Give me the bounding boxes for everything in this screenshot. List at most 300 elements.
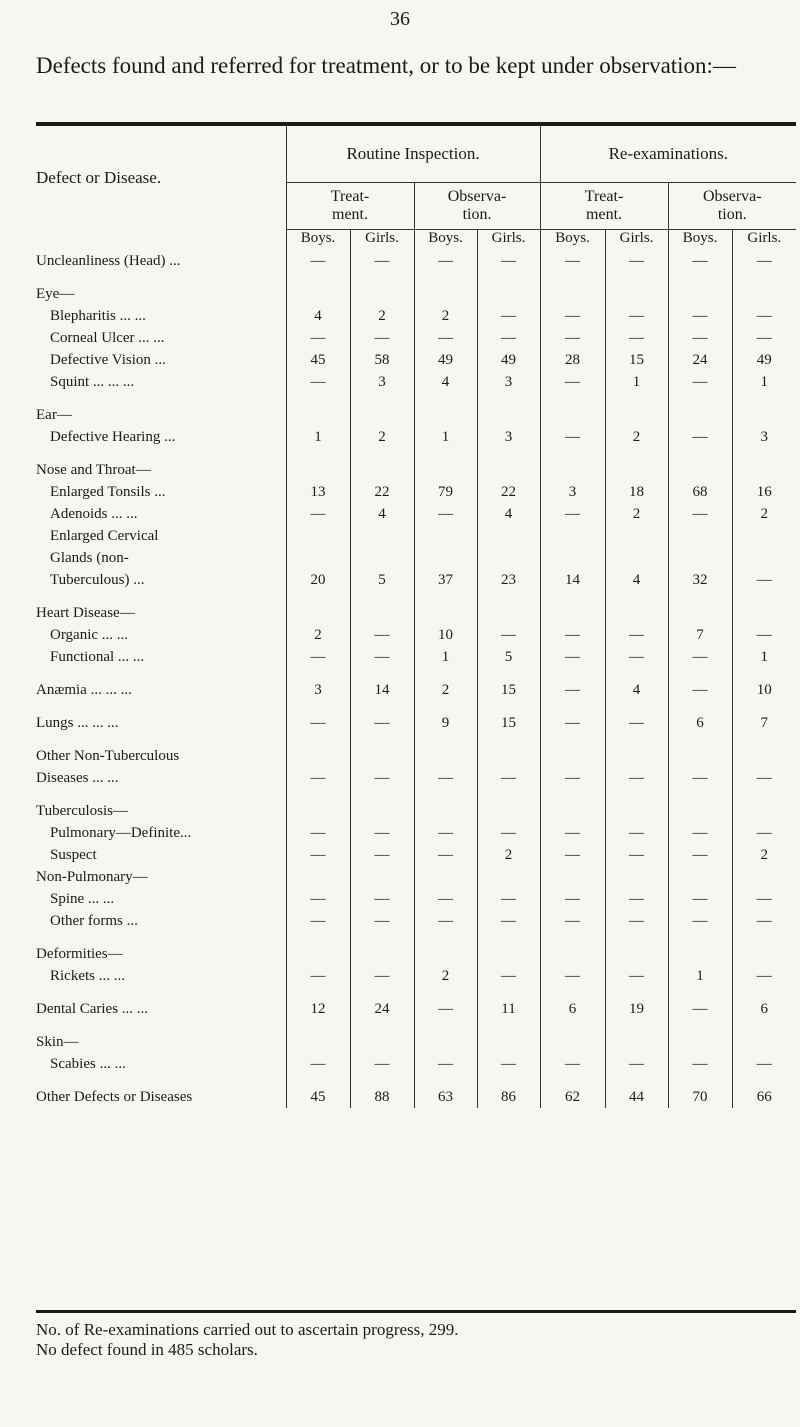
table-cell: 12: [286, 998, 350, 1020]
table-cell: 6: [732, 998, 796, 1020]
spacer-cell: [414, 1075, 477, 1086]
spacer-cell: [36, 668, 286, 679]
table-cell: 11: [477, 998, 540, 1020]
table-cell: —: [668, 503, 732, 525]
table-cell: [286, 866, 350, 888]
table-cell: [540, 800, 605, 822]
row-label: Heart Disease—: [36, 604, 135, 621]
table-cell: —: [540, 1053, 605, 1075]
table-cell: [286, 459, 350, 481]
table-cell: 4: [605, 569, 668, 591]
spacer-cell: [350, 932, 414, 943]
row-label: Squint ... ... ...: [50, 373, 135, 390]
table-cell: —: [668, 888, 732, 910]
table-cell: 1: [414, 646, 477, 668]
row-label: Uncleanliness (Head) ...: [36, 252, 181, 269]
table-cell: [414, 602, 477, 624]
table-cell: 2: [350, 305, 414, 327]
table-cell: —: [540, 371, 605, 393]
spacer-cell: [286, 668, 350, 679]
spacer-cell: [540, 393, 605, 404]
table-row: [36, 910, 796, 932]
table-cell: —: [605, 767, 668, 789]
table-cell: —: [286, 767, 350, 789]
table-cell: 3: [350, 371, 414, 393]
table-cell: [477, 404, 540, 426]
spacer-cell: [414, 932, 477, 943]
table-row: [36, 305, 796, 327]
table-row: [36, 624, 796, 646]
table-row: [36, 679, 796, 701]
table-cell: 66: [732, 1086, 796, 1108]
table-row: [36, 844, 796, 866]
row-label: Skin—: [36, 1033, 79, 1050]
table-bottom-rule: [36, 1310, 796, 1313]
row-label: Glands (non-: [50, 549, 129, 566]
table-cell: —: [732, 569, 796, 591]
table-cell: [732, 525, 796, 547]
table-cell: —: [286, 844, 350, 866]
table-cell: [732, 602, 796, 624]
table-cell: —: [414, 822, 477, 844]
spacer-cell: [540, 591, 605, 602]
spacer-cell: [668, 932, 732, 943]
table-cell: [540, 866, 605, 888]
category-row: [36, 800, 796, 822]
table-cell: [732, 943, 796, 965]
table-cell: 2: [605, 503, 668, 525]
spacer-cell: [286, 393, 350, 404]
table-cell: 3: [286, 679, 350, 701]
table-cell: —: [605, 646, 668, 668]
table-cell: —: [540, 767, 605, 789]
table-cell: —: [605, 822, 668, 844]
table-cell: [605, 745, 668, 767]
table-cell: [668, 283, 732, 305]
table-cell: —: [286, 371, 350, 393]
spacer-cell: [350, 272, 414, 283]
row-label: Other Non-Tuberculous: [36, 747, 180, 764]
table-cell: [350, 525, 414, 547]
table-cell: 70: [668, 1086, 732, 1108]
spacer-cell: [350, 987, 414, 998]
table-row: [36, 250, 796, 272]
spacer-cell: [732, 789, 796, 800]
table-cell: 19: [605, 998, 668, 1020]
row-label: Organic ... ...: [50, 626, 129, 643]
table-cell: 2: [414, 679, 477, 701]
table-cell: 32: [668, 569, 732, 591]
routine-treatment-label: Treat- ment.: [330, 188, 370, 223]
spacer-cell: [286, 272, 350, 283]
table-cell: —: [286, 822, 350, 844]
table-cell: —: [668, 998, 732, 1020]
spacer-cell: [732, 448, 796, 459]
table-row: [36, 426, 796, 448]
table-cell: [668, 745, 732, 767]
spacer-cell: [477, 393, 540, 404]
spacer-cell: [668, 1075, 732, 1086]
table-cell: —: [477, 327, 540, 349]
spacer-cell: [36, 448, 286, 459]
row-label: Diseases ... ...: [36, 769, 119, 786]
spacer-row: [36, 932, 796, 943]
table-cell: —: [350, 712, 414, 734]
row-label: Rickets ... ...: [50, 967, 125, 984]
table-cell: [286, 800, 350, 822]
reexam-treatment-header: [540, 183, 668, 230]
table-cell: 2: [605, 426, 668, 448]
spacer-cell: [36, 734, 286, 745]
table-cell: [477, 866, 540, 888]
spacer-row: [36, 272, 796, 283]
table-cell: —: [605, 305, 668, 327]
category-row: [36, 943, 796, 965]
table-cell: —: [540, 822, 605, 844]
table-cell: —: [286, 503, 350, 525]
row-label: Tuberculosis—: [36, 802, 128, 819]
table-cell: [286, 547, 350, 569]
table-cell: —: [414, 327, 477, 349]
table-cell: —: [414, 888, 477, 910]
table-cell: [732, 1031, 796, 1053]
table-cell: 2: [477, 844, 540, 866]
table-cell: [668, 866, 732, 888]
spacer-cell: [540, 1020, 605, 1031]
table-cell: 3: [732, 426, 796, 448]
table-cell: [477, 459, 540, 481]
table-cell: —: [540, 305, 605, 327]
spacer-cell: [605, 987, 668, 998]
reexam-observation-label: Observa- tion.: [702, 188, 762, 223]
table-cell: —: [477, 250, 540, 272]
table-cell: 4: [477, 503, 540, 525]
table-cell: —: [540, 888, 605, 910]
row-label: Enlarged Tonsils ...: [50, 483, 166, 500]
spacer-cell: [605, 668, 668, 679]
category-row: [36, 602, 796, 624]
category-row: [36, 1031, 796, 1053]
spacer-cell: [605, 1075, 668, 1086]
table-cell: [350, 459, 414, 481]
table-cell: [605, 283, 668, 305]
table-cell: [286, 1031, 350, 1053]
table-cell: 6: [540, 998, 605, 1020]
table-row: [36, 767, 796, 789]
table-cell: [605, 547, 668, 569]
table-cell: 13: [286, 481, 350, 503]
table-cell: [414, 866, 477, 888]
spacer-cell: [732, 1075, 796, 1086]
table-cell: —: [414, 998, 477, 1020]
spacer-cell: [540, 734, 605, 745]
row-label: Other Defects or Diseases: [36, 1088, 193, 1105]
spacer-cell: [605, 591, 668, 602]
row-label: Anæmia ... ... ...: [36, 681, 132, 698]
table-cell: [477, 1031, 540, 1053]
table-cell: 2: [286, 624, 350, 646]
table-cell: —: [477, 910, 540, 932]
table-cell: [414, 943, 477, 965]
table-cell: —: [668, 426, 732, 448]
spacer-cell: [540, 987, 605, 998]
spacer-cell: [477, 272, 540, 283]
table-cell: —: [477, 888, 540, 910]
table-cell: 3: [477, 426, 540, 448]
table-cell: 2: [414, 305, 477, 327]
re-examinations-header: Re-examinations.: [540, 126, 796, 183]
table-cell: —: [286, 712, 350, 734]
spacer-cell: [414, 591, 477, 602]
table-cell: 49: [732, 349, 796, 371]
table-cell: —: [350, 767, 414, 789]
table-cell: —: [286, 888, 350, 910]
spacer-cell: [605, 701, 668, 712]
spacer-cell: [605, 734, 668, 745]
routine-treatment-header: [286, 183, 414, 230]
table-cell: [668, 943, 732, 965]
table-cell: [605, 602, 668, 624]
category-row: [36, 547, 796, 569]
spacer-cell: [540, 1075, 605, 1086]
table-cell: —: [668, 327, 732, 349]
table-cell: 22: [477, 481, 540, 503]
spacer-cell: [605, 1020, 668, 1031]
spacer-cell: [350, 393, 414, 404]
spacer-cell: [477, 668, 540, 679]
spacer-row: [36, 701, 796, 712]
table-cell: 10: [414, 624, 477, 646]
table-cell: —: [350, 822, 414, 844]
table-cell: —: [414, 503, 477, 525]
table-cell: —: [477, 767, 540, 789]
spacer-row: [36, 789, 796, 800]
spacer-cell: [732, 932, 796, 943]
table-cell: 68: [668, 481, 732, 503]
spacer-row: [36, 1075, 796, 1086]
spacer-cell: [477, 591, 540, 602]
table-cell: [732, 866, 796, 888]
table-cell: 15: [477, 679, 540, 701]
table-cell: 4: [286, 305, 350, 327]
spacer-cell: [540, 448, 605, 459]
spacer-cell: [668, 987, 732, 998]
spacer-cell: [540, 668, 605, 679]
table-cell: [605, 404, 668, 426]
table-cell: —: [732, 910, 796, 932]
table-cell: —: [540, 327, 605, 349]
table-cell: [668, 404, 732, 426]
table-cell: [732, 800, 796, 822]
gender-header: Girls.: [732, 230, 796, 251]
table-cell: —: [732, 888, 796, 910]
spacer-row: [36, 448, 796, 459]
table-row: [36, 371, 796, 393]
spacer-cell: [36, 1020, 286, 1031]
spacer-cell: [36, 932, 286, 943]
table-cell: 22: [350, 481, 414, 503]
table-cell: —: [540, 250, 605, 272]
table-cell: 1: [668, 965, 732, 987]
table-cell: 9: [414, 712, 477, 734]
spacer-cell: [36, 987, 286, 998]
row-label: Scabies ... ...: [50, 1055, 126, 1072]
row-label: Suspect: [50, 846, 97, 863]
table-cell: [350, 745, 414, 767]
table-cell: [732, 459, 796, 481]
table-cell: 45: [286, 1086, 350, 1108]
spacer-cell: [350, 701, 414, 712]
table-cell: —: [350, 888, 414, 910]
table-cell: —: [350, 250, 414, 272]
category-row: [36, 459, 796, 481]
spacer-cell: [732, 987, 796, 998]
table-cell: 14: [350, 679, 414, 701]
table-cell: 58: [350, 349, 414, 371]
table-cell: 16: [732, 481, 796, 503]
table-cell: 37: [414, 569, 477, 591]
table-row: [36, 888, 796, 910]
table-cell: —: [350, 646, 414, 668]
table-cell: —: [732, 250, 796, 272]
spacer-cell: [414, 668, 477, 679]
row-label: Non-Pulmonary—: [36, 868, 148, 885]
table-cell: 88: [350, 1086, 414, 1108]
table-cell: —: [605, 910, 668, 932]
table-row: [36, 569, 796, 591]
table-cell: [732, 283, 796, 305]
table-row: [36, 1086, 796, 1108]
spacer-cell: [668, 448, 732, 459]
row-label: Pulmonary—Definite...: [50, 824, 192, 841]
table-cell: —: [286, 910, 350, 932]
table-cell: 3: [477, 371, 540, 393]
row-label: Lungs ... ... ...: [36, 714, 119, 731]
table-cell: 24: [668, 349, 732, 371]
table-cell: [414, 525, 477, 547]
gender-header: Boys.: [286, 230, 350, 251]
gender-header-row: [36, 230, 796, 251]
table-cell: 2: [350, 426, 414, 448]
page-heading: Defects found and referred for treatment, or to be kept under observation:—: [36, 53, 736, 78]
spacer-cell: [668, 734, 732, 745]
table-row: [36, 481, 796, 503]
table-cell: [286, 745, 350, 767]
spacer-cell: [414, 701, 477, 712]
table-row: [36, 1053, 796, 1075]
table-cell: —: [668, 910, 732, 932]
spacer-cell: [36, 1075, 286, 1086]
defects-table: [36, 126, 796, 1108]
row-label: Deformities—: [36, 945, 123, 962]
spacer-cell: [414, 987, 477, 998]
spacer-cell: [668, 668, 732, 679]
table-cell: [732, 745, 796, 767]
spacer-cell: [732, 272, 796, 283]
table-row: [36, 349, 796, 371]
table-cell: [286, 404, 350, 426]
table-cell: [605, 525, 668, 547]
table-cell: [350, 602, 414, 624]
table-cell: 23: [477, 569, 540, 591]
spacer-cell: [286, 932, 350, 943]
spacer-cell: [286, 987, 350, 998]
table-cell: [540, 404, 605, 426]
spacer-cell: [350, 668, 414, 679]
spacer-cell: [477, 734, 540, 745]
spacer-cell: [477, 789, 540, 800]
spacer-cell: [668, 789, 732, 800]
row-label: Functional ... ...: [50, 648, 145, 665]
table-cell: 24: [350, 998, 414, 1020]
category-row: [36, 404, 796, 426]
table-cell: [286, 525, 350, 547]
reexam-observation-header: [668, 183, 796, 230]
defect-column-header: Defect or Disease.: [36, 167, 162, 187]
table-cell: 1: [605, 371, 668, 393]
table-cell: —: [286, 646, 350, 668]
table-cell: —: [668, 305, 732, 327]
table-cell: —: [350, 910, 414, 932]
table-cell: —: [477, 1053, 540, 1075]
spacer-cell: [36, 591, 286, 602]
table-cell: 4: [605, 679, 668, 701]
table-cell: —: [668, 767, 732, 789]
table-cell: —: [477, 624, 540, 646]
table-cell: —: [732, 767, 796, 789]
table-cell: [477, 745, 540, 767]
table-cell: [350, 283, 414, 305]
table-cell: [668, 459, 732, 481]
table-cell: —: [540, 679, 605, 701]
spacer-cell: [477, 448, 540, 459]
table-cell: —: [414, 844, 477, 866]
spacer-cell: [286, 591, 350, 602]
routine-observation-label: Observa- tion.: [447, 188, 507, 223]
spacer-cell: [540, 932, 605, 943]
table-cell: —: [540, 712, 605, 734]
table-cell: —: [668, 646, 732, 668]
row-label: Blepharitis ... ...: [50, 307, 146, 324]
table-cell: 4: [350, 503, 414, 525]
spacer-cell: [732, 701, 796, 712]
gender-header: Boys.: [668, 230, 732, 251]
table-cell: —: [732, 624, 796, 646]
gender-header: Girls.: [605, 230, 668, 251]
table-cell: [414, 459, 477, 481]
row-label: Corneal Ulcer ... ...: [50, 329, 165, 346]
gender-header: Girls.: [350, 230, 414, 251]
table-cell: 1: [732, 371, 796, 393]
spacer-cell: [286, 1020, 350, 1031]
table-cell: —: [605, 250, 668, 272]
row-label: Ear—: [36, 406, 72, 423]
table-cell: 62: [540, 1086, 605, 1108]
table-cell: 7: [732, 712, 796, 734]
spacer-cell: [732, 393, 796, 404]
spacer-cell: [286, 789, 350, 800]
table-cell: —: [286, 1053, 350, 1075]
table-cell: [477, 283, 540, 305]
table-cell: [350, 866, 414, 888]
table-cell: —: [350, 1053, 414, 1075]
table-cell: [477, 547, 540, 569]
spacer-cell: [286, 701, 350, 712]
spacer-cell: [414, 734, 477, 745]
table-body: [36, 230, 796, 1109]
spacer-cell: [414, 393, 477, 404]
spacer-cell: [668, 393, 732, 404]
